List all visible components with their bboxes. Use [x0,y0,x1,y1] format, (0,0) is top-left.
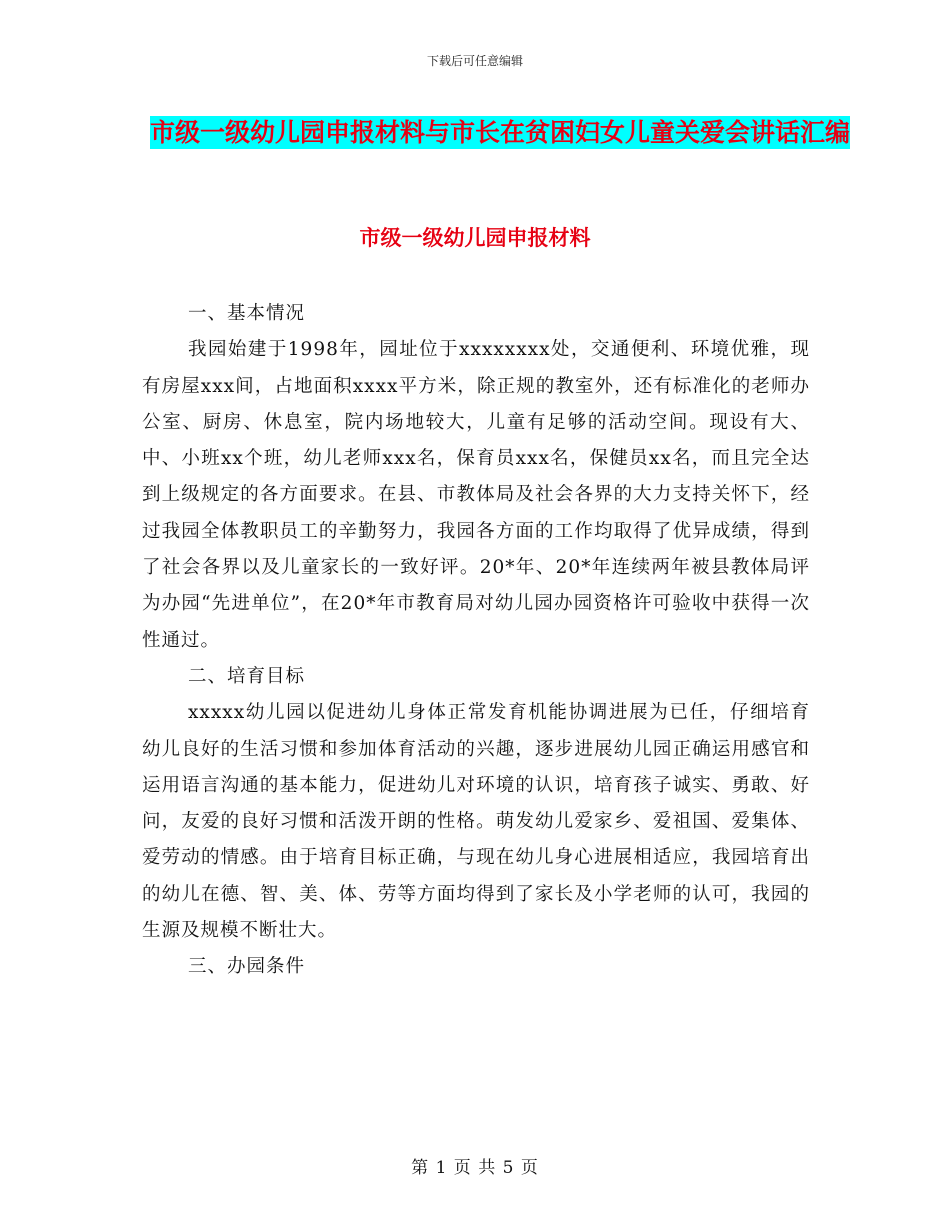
section-paragraph-basic-info: 我园始建于1998年，园址位于xxxxxxxx处，交通便利、环境优雅，现有房屋xxx间，占地面积xxxx平方米，除正规的教室外，还有标准化的老师办公室、厨房、休息室，院内场地较大，儿童有足够的活动空间。现设有大、中、小班xx个班，幼儿老师xxx名，保育员xxx名，保健员xx名，而且完全达到上级规定的各方面要求。在县、市教体局及社会各界的大力支持关怀下，经过我园全体教职员工的辛勤努力，我园各方面的工作均取得了优异成绩，得到了社会各界以及儿童家长的一致好评。20*年、20*年连续两年被县教体局评为办园“先进单位”，在20*年市教育局对幼儿园办园资格许可验收中获得一次性通过。 [142,339,810,651]
document-title-text: 市级一级幼儿园申报材料与市长在贫困妇女儿童关爱会讲话汇编 [149,118,850,147]
document-body [142,296,810,986]
document-title [140,110,860,156]
page-header-note: 下载后可任意编辑 [426,54,523,68]
document-subtitle: 市级一级幼儿园申报材料 [359,226,591,250]
section-heading-basic-info: 一、基本情况 [188,303,306,324]
section-paragraph-training-goals: xxxxx幼儿园以促进幼儿身体正常发育机能协调进展为已任，仔细培育幼儿良好的生活习惯和参加体育活动的兴趣，逐步进展幼儿园正确运用感官和运用语言沟通的基本能力，促进幼儿对环境的认识，培育孩子诚实、勇敢、好问，友爱的良好习惯和活泼开朗的性格。萌发幼儿爱家乡、爱祖国、爱集体、爱劳动的情感。由于培育目标正确，与现在幼儿身心进展相适应，我园培育出的幼儿在德、智、美、体、劳等方面均得到了家长及小学老师的认可，我园的生源及规模不断壮大。 [142,702,810,942]
section-heading-training-goals: 二、培育目标 [188,665,306,687]
section-heading-conditions: 三、办园条件 [188,956,306,978]
page-number: 第 1 页 共 5 页 [411,1158,539,1178]
